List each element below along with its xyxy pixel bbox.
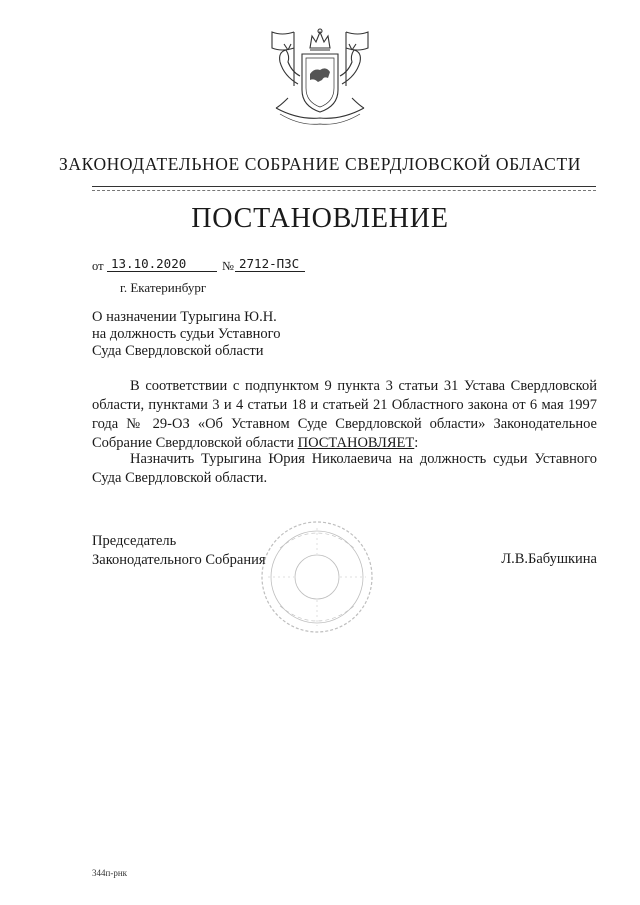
position-line: Председатель	[92, 533, 177, 549]
subject-block	[92, 309, 280, 360]
paragraph-text: В соответствии с подпунктом 9 пункта 3 статьи 31 Устава Свердловской области, пунктами 3 и 4 статьи 18 и статьей 21 Областного закона от 6 мая 1997 года № 29-ОЗ «Об Уставном Суде Свердловской области» Законодательное Собрание Свердловской области	[92, 378, 597, 451]
position-line: Законодательного Собрания	[92, 552, 266, 568]
signature-position	[92, 532, 266, 570]
footer-code: 344п-рнк	[92, 868, 128, 878]
paragraph-end: :	[414, 435, 419, 451]
document-type-title: ПОСТАНОВЛЕНИЕ	[191, 203, 449, 234]
subject-line: на должность судьи Уставного	[92, 326, 281, 342]
header-divider-dashed	[92, 190, 596, 191]
coat-of-arms-emblem	[258, 26, 382, 130]
subject-line: О назначении Турыгина Ю.Н.	[92, 309, 277, 325]
official-seal-stamp	[258, 518, 376, 636]
date-label: от	[92, 259, 104, 273]
signer-name: Л.В.Бабушкина	[501, 551, 597, 567]
number-value: 2712-ПЗС	[235, 256, 305, 272]
number-label: №	[222, 259, 234, 273]
date-value: 13.10.2020	[107, 256, 217, 272]
body-paragraph	[92, 377, 597, 453]
organization-name: ЗАКОНОДАТЕЛЬНОЕ СОБРАНИЕ СВЕРДЛОВСКОЙ ОБЛАСТИ	[59, 154, 581, 174]
header-divider	[92, 186, 596, 187]
city: г. Екатеринбург	[120, 280, 207, 295]
body-paragraph: Назначить Турыгина Юрия Николаевича на должность судьи Уставного Суда Свердловской области.	[92, 451, 597, 486]
resolution-keyword: ПОСТАНОВЛЯЕТ	[297, 435, 415, 451]
subject-line: Суда Свердловской области	[92, 343, 264, 359]
